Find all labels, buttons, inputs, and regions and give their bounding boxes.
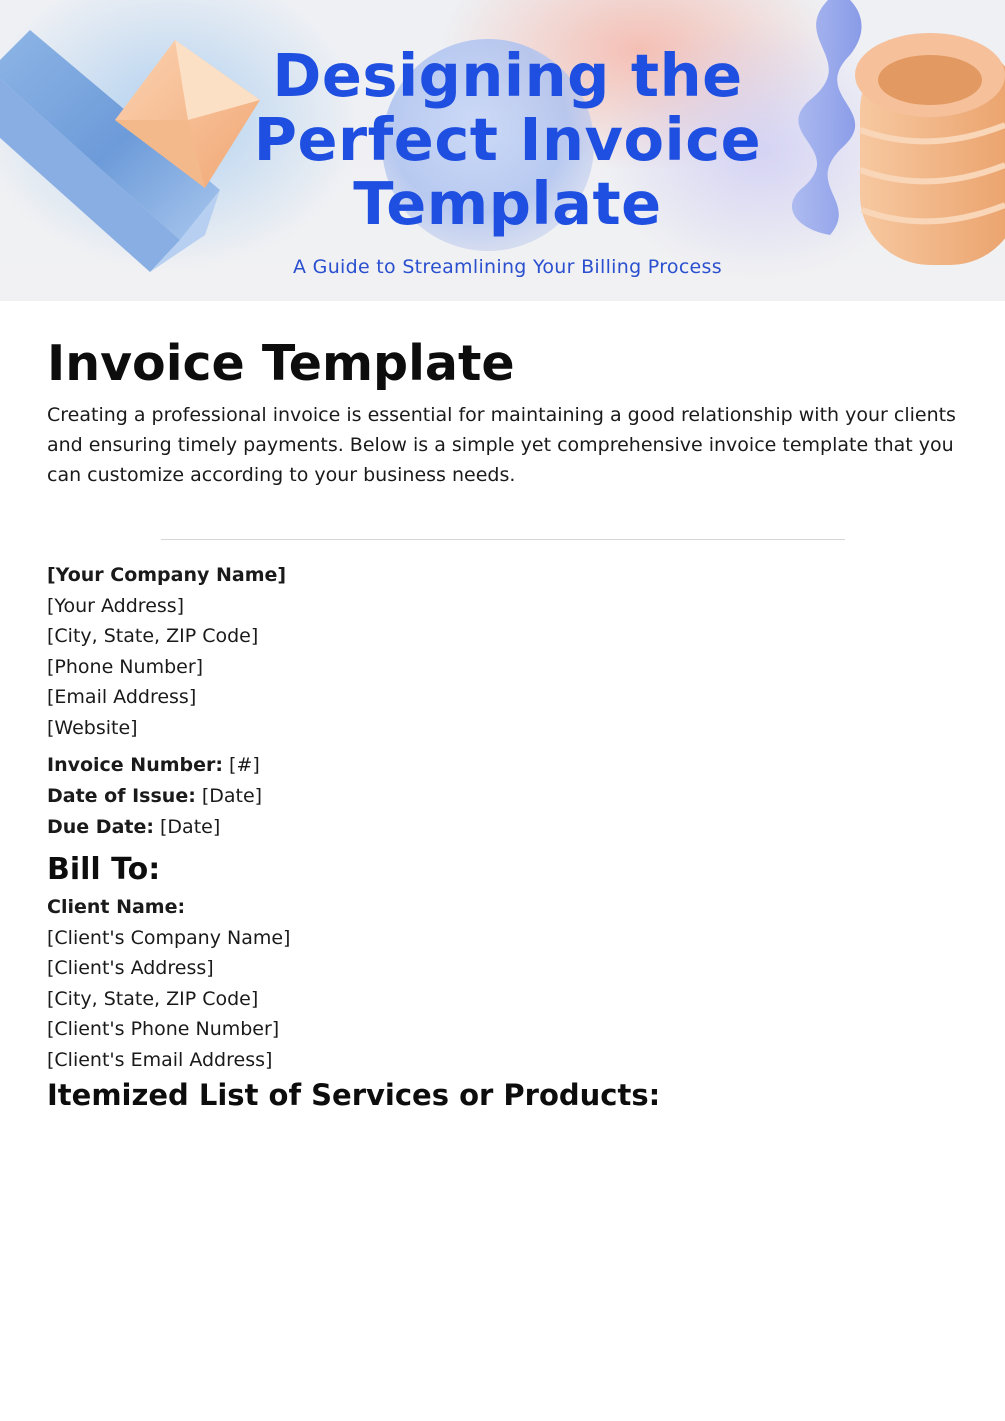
due-date-row — [47, 812, 262, 843]
due-date-label: Due Date: — [47, 816, 154, 838]
client-details — [47, 892, 290, 1075]
bill-to-heading: Bill To: — [47, 852, 161, 887]
company-email: [Email Address] — [47, 686, 197, 708]
intro-paragraph: Creating a professional invoice is essential for maintaining a good relationship with your clients and ensuring timely payments. Below is a simple yet comprehensive invoice template that you can customize according to your business needs. — [47, 404, 956, 486]
invoice-number-label: Invoice Number: — [47, 754, 223, 776]
client-phone: [Client's Phone Number] — [47, 1018, 280, 1040]
company-name: [Your Company Name] — [47, 564, 287, 586]
issue-date-value: [Date] — [201, 785, 263, 807]
company-address: [Your Address] — [47, 594, 185, 617]
invoice-number-value: [#] — [229, 754, 260, 776]
invoice-number-row — [47, 750, 262, 781]
client-email: [Client's Email Address] — [47, 1048, 273, 1071]
client-company: [Client's Company Name] — [47, 926, 291, 949]
document-body — [47, 330, 967, 1112]
due-date-value: [Date] — [160, 816, 221, 838]
client-city: [City, State, ZIP Code] — [47, 987, 259, 1010]
company-city: [City, State, ZIP Code] — [47, 625, 259, 647]
itemized-list-heading: Itemized List of Services or Products: — [47, 1078, 661, 1112]
client-name-label: Client Name: — [47, 896, 186, 918]
section-divider — [161, 539, 845, 540]
client-address: [Client's Address] — [47, 957, 214, 979]
issue-date-label: Date of Issue: — [47, 785, 196, 807]
invoice-meta — [47, 750, 262, 843]
banner-title: Designing the Perfect Invoice Template — [253, 41, 762, 238]
issue-date-row — [47, 781, 262, 812]
company-details — [47, 560, 286, 743]
company-website: [Website] — [47, 716, 138, 739]
page-title: Invoice Template — [47, 335, 515, 392]
banner-subtitle: A Guide to Streamlining Your Billing Process — [293, 256, 722, 278]
company-phone: [Phone Number] — [47, 655, 204, 678]
header-banner — [0, 0, 1005, 301]
